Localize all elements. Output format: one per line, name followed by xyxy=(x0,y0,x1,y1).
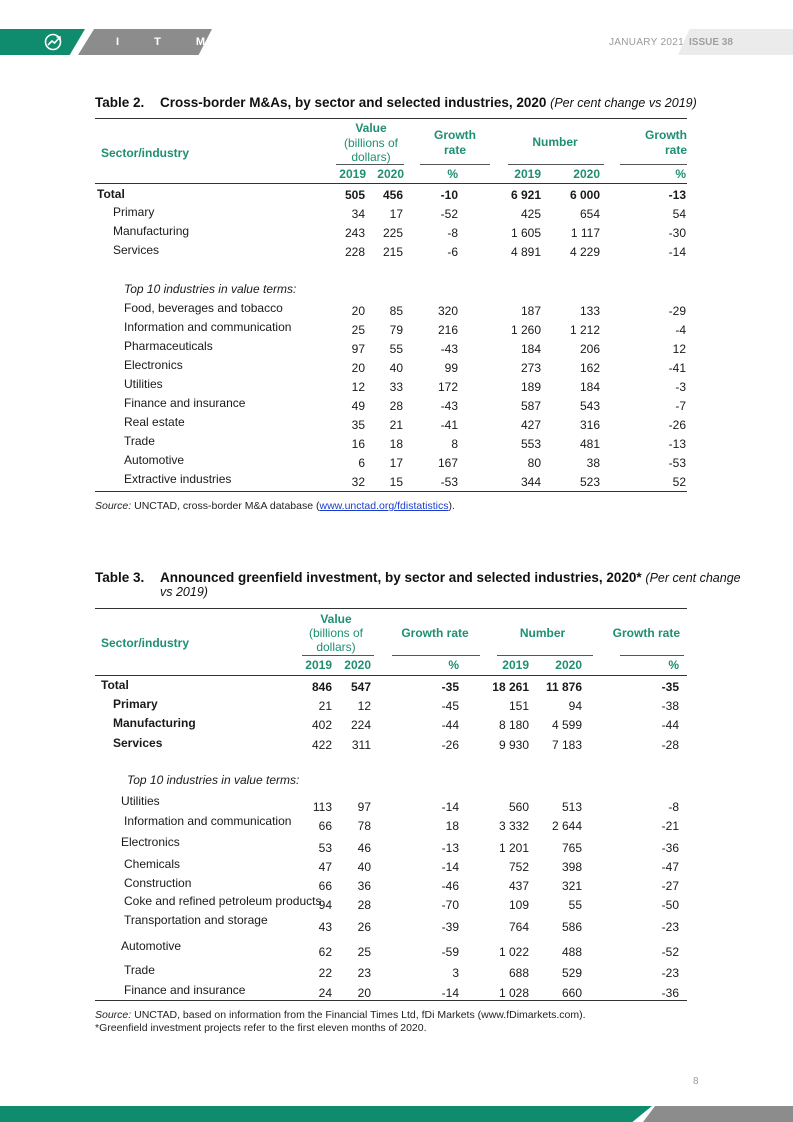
number-growth: -23 xyxy=(661,966,679,980)
row-label: Primary xyxy=(113,205,155,219)
row-label: Trade xyxy=(124,434,155,448)
col-growth-c: Growth xyxy=(645,128,687,142)
value-2019: 846 xyxy=(311,680,332,694)
value-2020: 225 xyxy=(382,226,403,240)
col-growth: Growth rate xyxy=(401,626,469,640)
value-2020: 33 xyxy=(389,380,403,394)
number-2020: 2 644 xyxy=(551,819,582,833)
sub-2020a: 2020 xyxy=(377,167,404,181)
value-2019: 22 xyxy=(318,966,332,980)
sub-2020b: 2020 xyxy=(555,658,582,672)
page-number: 8 xyxy=(693,1076,699,1087)
number-2020: 529 xyxy=(561,966,582,980)
number-growth: -36 xyxy=(661,841,679,855)
value-2019: 24 xyxy=(318,986,332,1000)
value-2019: 422 xyxy=(311,738,332,752)
sub-2020a: 2020 xyxy=(344,658,371,672)
table3-top10-label: Top 10 industries in value terms: xyxy=(127,773,300,787)
number-2019: 4 891 xyxy=(510,245,541,259)
value-growth: 167 xyxy=(437,456,458,470)
number-2019: 80 xyxy=(527,456,541,470)
number-growth: -14 xyxy=(668,245,686,259)
value-growth: -44 xyxy=(441,718,459,732)
value-2020: 85 xyxy=(389,304,403,318)
row-label: Services xyxy=(113,736,163,750)
row-label: Chemicals xyxy=(124,857,181,871)
value-growth: -26 xyxy=(441,738,459,752)
col-value-unit1: (billions of xyxy=(308,626,364,640)
value-2019: 62 xyxy=(318,945,332,959)
number-2020: 4 229 xyxy=(569,245,600,259)
table2-bottom-rule xyxy=(95,491,687,492)
value-2020: 311 xyxy=(351,738,371,752)
value-growth: -43 xyxy=(440,342,458,356)
number-growth: -30 xyxy=(668,226,686,240)
number-2020: 398 xyxy=(561,860,582,874)
value-growth: 99 xyxy=(444,361,458,375)
table2-source: Source: UNCTAD, cross-border M&A database (www.unctad.org/fdistatistics). xyxy=(95,500,455,512)
number-2020: 1 117 xyxy=(570,226,600,240)
number-2019: 1 028 xyxy=(498,986,529,1000)
sub-pct-a: % xyxy=(447,167,458,181)
value-2019: 32 xyxy=(351,475,365,489)
value-2019: 97 xyxy=(351,342,365,356)
number-2019: 427 xyxy=(520,418,541,432)
row-label: Construction xyxy=(124,876,192,890)
value-2019: 21 xyxy=(318,699,332,713)
number-2019: 187 xyxy=(520,304,541,318)
value-2020: 12 xyxy=(357,699,371,713)
value-growth: -13 xyxy=(441,841,459,855)
value-growth: 18 xyxy=(445,819,459,833)
value-2020: 17 xyxy=(389,456,403,470)
value-2019: 402 xyxy=(311,718,332,732)
col-value-unit2: dollars) xyxy=(316,640,356,654)
number-2020: 543 xyxy=(579,399,600,413)
value-2019: 25 xyxy=(351,323,365,337)
number-2019: 184 xyxy=(520,342,541,356)
number-growth: 52 xyxy=(672,475,686,489)
number-growth: -21 xyxy=(661,819,679,833)
sub-2019a: 2019 xyxy=(339,167,366,181)
value-2019: 34 xyxy=(351,207,365,221)
value-growth: -8 xyxy=(447,226,458,240)
row-label: Finance and insurance xyxy=(124,983,246,997)
number-2020: 1 212 xyxy=(569,323,600,337)
value-2020: 46 xyxy=(357,841,371,855)
table3-footnote: *Greenfield investment projects refer to the first eleven months of 2020. xyxy=(95,1022,427,1034)
row-label: Pharmaceuticals xyxy=(124,339,213,353)
value-2020: 224 xyxy=(350,718,371,732)
value-growth: 8 xyxy=(451,437,458,451)
number-2019: 553 xyxy=(520,437,541,451)
number-2019: 1 201 xyxy=(498,841,529,855)
brand-name: I T M xyxy=(116,36,222,48)
number-2020: 7 183 xyxy=(551,738,582,752)
value-2020: 40 xyxy=(389,361,403,375)
value-2020: 21 xyxy=(389,418,403,432)
number-2019: 109 xyxy=(508,898,529,912)
table2-top-rule xyxy=(95,118,687,119)
row-label: Utilities xyxy=(124,377,163,391)
row-label: Primary xyxy=(113,697,158,711)
col-growth-d: rate xyxy=(664,143,687,157)
number-growth: -13 xyxy=(668,437,686,451)
number-2019: 344 xyxy=(520,475,541,489)
value-2020: 547 xyxy=(350,680,371,694)
row-label: Information and communication xyxy=(124,814,292,828)
value-2019: 47 xyxy=(318,860,332,874)
row-label: Electronics xyxy=(124,358,183,372)
row-label: Extractive industries xyxy=(124,472,232,486)
number-2020: 321 xyxy=(561,879,582,893)
number-growth: -41 xyxy=(668,361,686,375)
number-growth: -50 xyxy=(661,898,679,912)
issue-date: JANUARY 2021 xyxy=(609,37,684,48)
value-2019: 94 xyxy=(318,898,332,912)
value-2020: 15 xyxy=(389,475,403,489)
issue-number: ISSUE 38 xyxy=(689,37,733,48)
value-2019: 20 xyxy=(351,304,365,318)
row-label: Automotive xyxy=(124,453,185,467)
number-2019: 764 xyxy=(508,920,529,934)
number-2020: 513 xyxy=(561,800,582,814)
col-growth-a: Growth xyxy=(434,128,476,142)
source-link[interactable]: www.unctad.org/fdistatistics xyxy=(319,500,449,512)
row-label: Electronics xyxy=(121,835,180,849)
table2-header-rule xyxy=(95,183,687,184)
row-label: Utilities xyxy=(121,794,160,808)
number-2020: 11 876 xyxy=(545,680,582,694)
number-growth: 12 xyxy=(672,342,686,356)
number-2020: 481 xyxy=(579,437,600,451)
value-growth: -53 xyxy=(440,475,458,489)
number-2019: 189 xyxy=(520,380,541,394)
number-2020: 660 xyxy=(561,986,582,1000)
number-2020: 184 xyxy=(579,380,600,394)
value-growth: -70 xyxy=(441,898,459,912)
value-2019: 53 xyxy=(318,841,332,855)
value-2019: 243 xyxy=(344,226,365,240)
number-2020: 6 000 xyxy=(569,188,600,202)
value-2019: 12 xyxy=(351,380,365,394)
row-label: Total xyxy=(97,187,125,201)
sub-2020b: 2020 xyxy=(573,167,600,181)
col-growth-2: Growth rate xyxy=(612,626,680,640)
value-growth: -10 xyxy=(440,188,458,202)
number-2020: 523 xyxy=(579,475,600,489)
number-growth: -44 xyxy=(661,718,679,732)
number-2019: 688 xyxy=(508,966,529,980)
number-2019: 6 921 xyxy=(510,188,541,202)
value-growth: 172 xyxy=(437,380,458,394)
value-2020: 40 xyxy=(357,860,371,874)
number-growth: -8 xyxy=(668,800,679,814)
sub-pct-b: % xyxy=(675,167,686,181)
number-growth: -26 xyxy=(668,418,686,432)
value-2020: 28 xyxy=(357,898,371,912)
value-2020: 25 xyxy=(357,945,371,959)
col-value-unit1: (billions of xyxy=(343,136,399,150)
footer-gray-band xyxy=(643,1106,793,1122)
value-growth: -52 xyxy=(440,207,458,221)
value-2019: 49 xyxy=(351,399,365,413)
value-growth: -35 xyxy=(441,680,459,694)
row-label: Automotive xyxy=(121,939,182,953)
table3-source: Source: UNCTAD, based on information from the Financial Times Ltd, fDi Markets (www.fDimarkets.com). xyxy=(95,1009,586,1021)
value-2019: 35 xyxy=(351,418,365,432)
number-growth: -52 xyxy=(661,945,679,959)
table2-top10-label: Top 10 industries in value terms: xyxy=(124,282,297,296)
number-growth: -28 xyxy=(661,738,679,752)
value-2019: 113 xyxy=(312,800,332,814)
number-2019: 437 xyxy=(508,879,529,893)
value-growth: -59 xyxy=(441,945,459,959)
number-2020: 162 xyxy=(579,361,600,375)
header-green-band xyxy=(0,29,85,55)
row-label: Food, beverages and tobacco xyxy=(124,301,283,315)
value-2019: 66 xyxy=(318,879,332,893)
value-2019: 66 xyxy=(318,819,332,833)
number-2020: 4 599 xyxy=(551,718,582,732)
number-2020: 316 xyxy=(579,418,600,432)
number-2020: 586 xyxy=(561,920,582,934)
value-2019: 228 xyxy=(344,245,365,259)
number-2020: 38 xyxy=(586,456,600,470)
value-growth: 216 xyxy=(437,323,458,337)
sub-2019a: 2019 xyxy=(305,658,332,672)
number-growth: 54 xyxy=(672,207,686,221)
row-label: Trade xyxy=(124,963,155,977)
col-value-unit2: dollars) xyxy=(351,150,391,164)
row-label: Total xyxy=(101,678,129,692)
row-label: Transportation and storage xyxy=(124,913,268,927)
row-label: Information and communication xyxy=(124,320,292,334)
number-growth: -7 xyxy=(675,399,686,413)
value-growth: -14 xyxy=(441,800,459,814)
value-2020: 20 xyxy=(357,986,371,1000)
number-2019: 8 180 xyxy=(498,718,529,732)
number-2019: 273 xyxy=(520,361,541,375)
value-2019: 6 xyxy=(358,456,365,470)
number-2020: 654 xyxy=(579,207,600,221)
number-growth: -38 xyxy=(661,699,679,713)
number-growth: -53 xyxy=(668,456,686,470)
trend-up-icon xyxy=(44,33,64,51)
value-2020: 78 xyxy=(357,819,371,833)
number-2019: 3 332 xyxy=(498,819,529,833)
table2-title: Table 2. Cross-border M&As, by sector and selected industries, 2020 (Per cent change vs 2019) xyxy=(95,95,697,110)
value-2020: 18 xyxy=(389,437,403,451)
row-label: Real estate xyxy=(124,415,185,429)
value-growth: -41 xyxy=(440,418,458,432)
number-2020: 55 xyxy=(568,898,582,912)
number-2020: 765 xyxy=(561,841,582,855)
value-2019: 20 xyxy=(351,361,365,375)
number-2020: 206 xyxy=(579,342,600,356)
value-2020: 26 xyxy=(357,920,371,934)
row-label: Services xyxy=(113,243,160,257)
value-2020: 55 xyxy=(389,342,403,356)
row-label: Coke and refined petroleum products xyxy=(124,894,322,908)
number-2020: 94 xyxy=(568,699,582,713)
number-growth: -35 xyxy=(661,680,679,694)
col-number: Number xyxy=(519,626,566,640)
value-growth: -45 xyxy=(441,699,459,713)
number-growth: -27 xyxy=(661,879,679,893)
col-number: Number xyxy=(532,135,578,149)
sub-2019b: 2019 xyxy=(514,167,541,181)
value-growth: -43 xyxy=(440,399,458,413)
number-growth: -29 xyxy=(668,304,686,318)
value-2020: 36 xyxy=(357,879,371,893)
number-growth: -13 xyxy=(668,188,686,202)
number-2019: 425 xyxy=(520,207,541,221)
number-growth: -3 xyxy=(675,380,686,394)
number-2019: 587 xyxy=(520,399,541,413)
number-2019: 560 xyxy=(508,800,529,814)
value-2020: 215 xyxy=(382,245,403,259)
number-2019: 752 xyxy=(508,860,529,874)
value-2019: 43 xyxy=(318,920,332,934)
sub-2019b: 2019 xyxy=(502,658,529,672)
value-2020: 97 xyxy=(357,800,371,814)
table3-header-rule xyxy=(95,675,687,676)
col-sector: Sector/industry xyxy=(101,146,190,160)
table3-title: Table 3. Announced greenfield investment, by sector and selected industries, 2020* (Per cent change vs 2019) xyxy=(95,570,741,599)
col-value: Value xyxy=(320,612,352,626)
value-growth: 3 xyxy=(452,966,459,980)
number-growth: -23 xyxy=(661,920,679,934)
value-growth: -6 xyxy=(447,245,458,259)
row-label: Manufacturing xyxy=(113,224,190,238)
number-2020: 133 xyxy=(579,304,600,318)
value-2020: 456 xyxy=(382,188,403,202)
number-growth: -4 xyxy=(675,323,686,337)
number-2019: 18 261 xyxy=(492,680,529,694)
value-2019: 505 xyxy=(344,188,365,202)
number-2020: 488 xyxy=(561,945,582,959)
col-sector: Sector/industry xyxy=(101,636,190,650)
value-2020: 79 xyxy=(389,323,403,337)
value-2020: 28 xyxy=(389,399,403,413)
sub-pct-a: % xyxy=(448,658,459,672)
row-label: Finance and insurance xyxy=(124,396,246,410)
number-2019: 9 930 xyxy=(498,738,529,752)
table3-bottom-rule xyxy=(95,1000,687,1001)
number-2019: 1 605 xyxy=(510,226,541,240)
number-2019: 151 xyxy=(508,699,529,713)
table3-top-rule xyxy=(95,608,687,609)
value-growth: -39 xyxy=(441,920,459,934)
value-growth: 320 xyxy=(437,304,458,318)
value-2020: 23 xyxy=(357,966,371,980)
number-growth: -36 xyxy=(661,986,679,1000)
value-2019: 16 xyxy=(351,437,365,451)
number-2019: 1 022 xyxy=(498,945,529,959)
value-growth: -46 xyxy=(441,879,459,893)
value-2020: 17 xyxy=(389,207,403,221)
value-growth: -14 xyxy=(441,860,459,874)
number-growth: -47 xyxy=(661,860,679,874)
sub-pct-b: % xyxy=(668,658,679,672)
number-2019: 1 260 xyxy=(510,323,541,337)
col-growth-b: rate xyxy=(443,143,466,157)
row-label: Manufacturing xyxy=(113,716,196,730)
col-value: Value xyxy=(355,121,387,135)
value-growth: -14 xyxy=(441,986,459,1000)
footer-green-band xyxy=(0,1106,652,1122)
